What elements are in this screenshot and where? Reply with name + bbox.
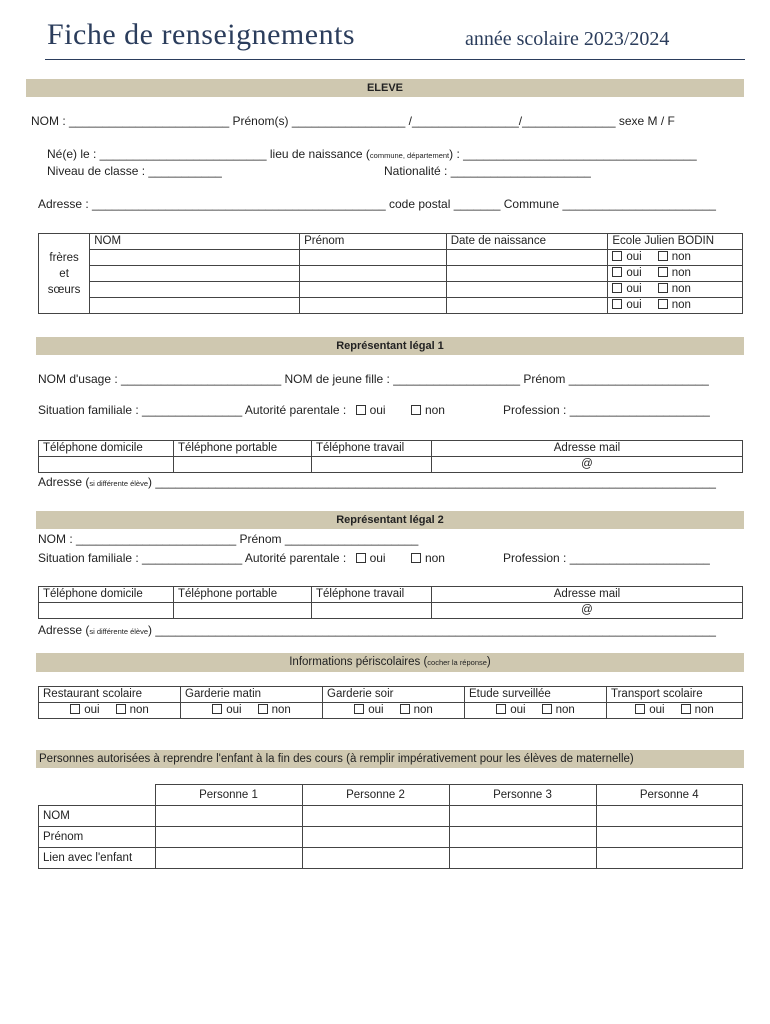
checkbox-oui[interactable] [612,251,622,261]
col-header-ecole: Ecole Julien BODIN [608,234,743,250]
eleve-nationality-line[interactable]: Nationalité : _____________________ [384,164,591,178]
checkbox-oui[interactable] [212,704,222,714]
checkbox-oui[interactable] [356,553,366,563]
rep1-address-line[interactable]: Adresse (si différente élève) ____________________________________________________________________________________ [38,475,716,489]
table-row [39,457,743,473]
rep1-phone-table [38,440,743,473]
checkbox-non[interactable] [116,704,126,714]
email-input[interactable]: @ [432,457,743,473]
checkbox-oui[interactable] [612,283,622,293]
rep1-profession-line[interactable]: Profession : _____________________ [503,403,710,417]
col-header-tel-travail: Téléphone travail [312,441,432,457]
table-row: oui non [39,298,743,314]
page-title: Fiche de renseignements [47,18,356,51]
col-header-personne3: Personne 3 [449,785,596,806]
col-header-email: Adresse mail [432,441,743,457]
checkbox-non[interactable] [681,704,691,714]
checkbox-non[interactable] [658,267,668,277]
col-header-garderie-matin: Garderie matin [181,687,323,703]
col-header-prenom: Prénom [300,234,447,250]
checkbox-non[interactable] [658,299,668,309]
rep2-address-line[interactable]: Adresse (si différente élève) ____________________________________________________________________________________ [38,623,716,637]
col-header-email: Adresse mail [432,587,743,603]
col-header-personne4: Personne 4 [596,785,743,806]
eleve-address-line[interactable]: Adresse : ____________________________________________ code postal _______ Commune _______________________ [38,197,716,211]
eleve-level-line[interactable]: Niveau de classe : ___________ [47,164,222,178]
col-header-tel-domicile: Téléphone domicile [39,441,174,457]
rep2-name-line[interactable]: NOM : ________________________ Prénom ____________________ [38,532,419,546]
row-label-lien: Lien avec l'enfant [39,848,156,869]
col-header-transport: Transport scolaire [607,687,743,703]
col-header-garderie-soir: Garderie soir [323,687,465,703]
col-header-etude: Etude surveillée [465,687,607,703]
col-header-tel-portable: Téléphone portable [174,587,312,603]
checkbox-oui[interactable] [496,704,506,714]
table-row: oui non [39,266,743,282]
section-band-eleve: ELEVE [26,79,744,97]
checkbox-non[interactable] [411,553,421,563]
table-row: oui non [39,250,743,266]
checkbox-non[interactable] [658,283,668,293]
checkbox-non[interactable] [658,251,668,261]
siblings-table [38,233,743,314]
checkbox-non[interactable] [258,704,268,714]
rep1-situation-line[interactable]: Situation familiale : _______________ Autorité parentale : oui non [38,403,445,417]
eleve-birth-line[interactable]: Né(e) le : _________________________ lieu de naissance (commune, département) : ___________________________________ [47,147,697,161]
col-header-personne2: Personne 2 [302,785,449,806]
checkbox-oui[interactable] [635,704,645,714]
section-band-rep1: Représentant légal 1 [36,337,744,355]
checkbox-non[interactable] [400,704,410,714]
checkbox-oui[interactable] [354,704,364,714]
col-header-nom: NOM [90,234,300,250]
checkbox-oui[interactable] [612,267,622,277]
table-row: oui non oui non oui non oui non oui non [39,703,743,719]
col-header-date: Date de naissance [446,234,608,250]
col-header-personne1: Personne 1 [155,785,302,806]
school-year: année scolaire 2023/2024 [465,28,670,50]
col-header-restaurant: Restaurant scolaire [39,687,181,703]
table-row: oui non [39,282,743,298]
email-input[interactable]: @ [432,603,743,619]
col-header-tel-portable: Téléphone portable [174,441,312,457]
rep2-profession-line[interactable]: Profession : _____________________ [503,551,710,565]
rep2-phone-table [38,586,743,619]
col-header-tel-travail: Téléphone travail [312,587,432,603]
section-band-personnes: Personnes autorisées à reprendre l'enfant à la fin des cours (à remplir impérativement pour les élèves de maternelle) [36,750,744,768]
table-row [39,848,743,869]
eleve-name-line[interactable]: NOM : ________________________ Prénom(s) _________________ /________________/______________ sexe M / F [31,114,675,128]
periscolaire-table [38,686,743,719]
checkbox-oui[interactable] [356,405,366,415]
personnes-table [38,784,743,869]
checkbox-non[interactable] [411,405,421,415]
table-row [39,806,743,827]
header-rule [45,59,745,60]
col-header-tel-domicile: Téléphone domicile [39,587,174,603]
siblings-side-label: frères et sœurs [39,234,90,314]
rep1-name-line[interactable]: NOM d'usage : ________________________ NOM de jeune fille : ___________________ Prénom _____________________ [38,372,709,386]
rep2-situation-line[interactable]: Situation familiale : _______________ Autorité parentale : oui non [38,551,445,565]
table-row [39,827,743,848]
checkbox-non[interactable] [542,704,552,714]
section-band-rep2: Représentant légal 2 [36,511,744,529]
section-band-periscolaire: Informations périscolaires (cocher la réponse) [36,653,744,672]
row-label-nom: NOM [39,806,156,827]
row-label-prenom: Prénom [39,827,156,848]
table-row [39,603,743,619]
checkbox-oui[interactable] [612,299,622,309]
checkbox-oui[interactable] [70,704,80,714]
